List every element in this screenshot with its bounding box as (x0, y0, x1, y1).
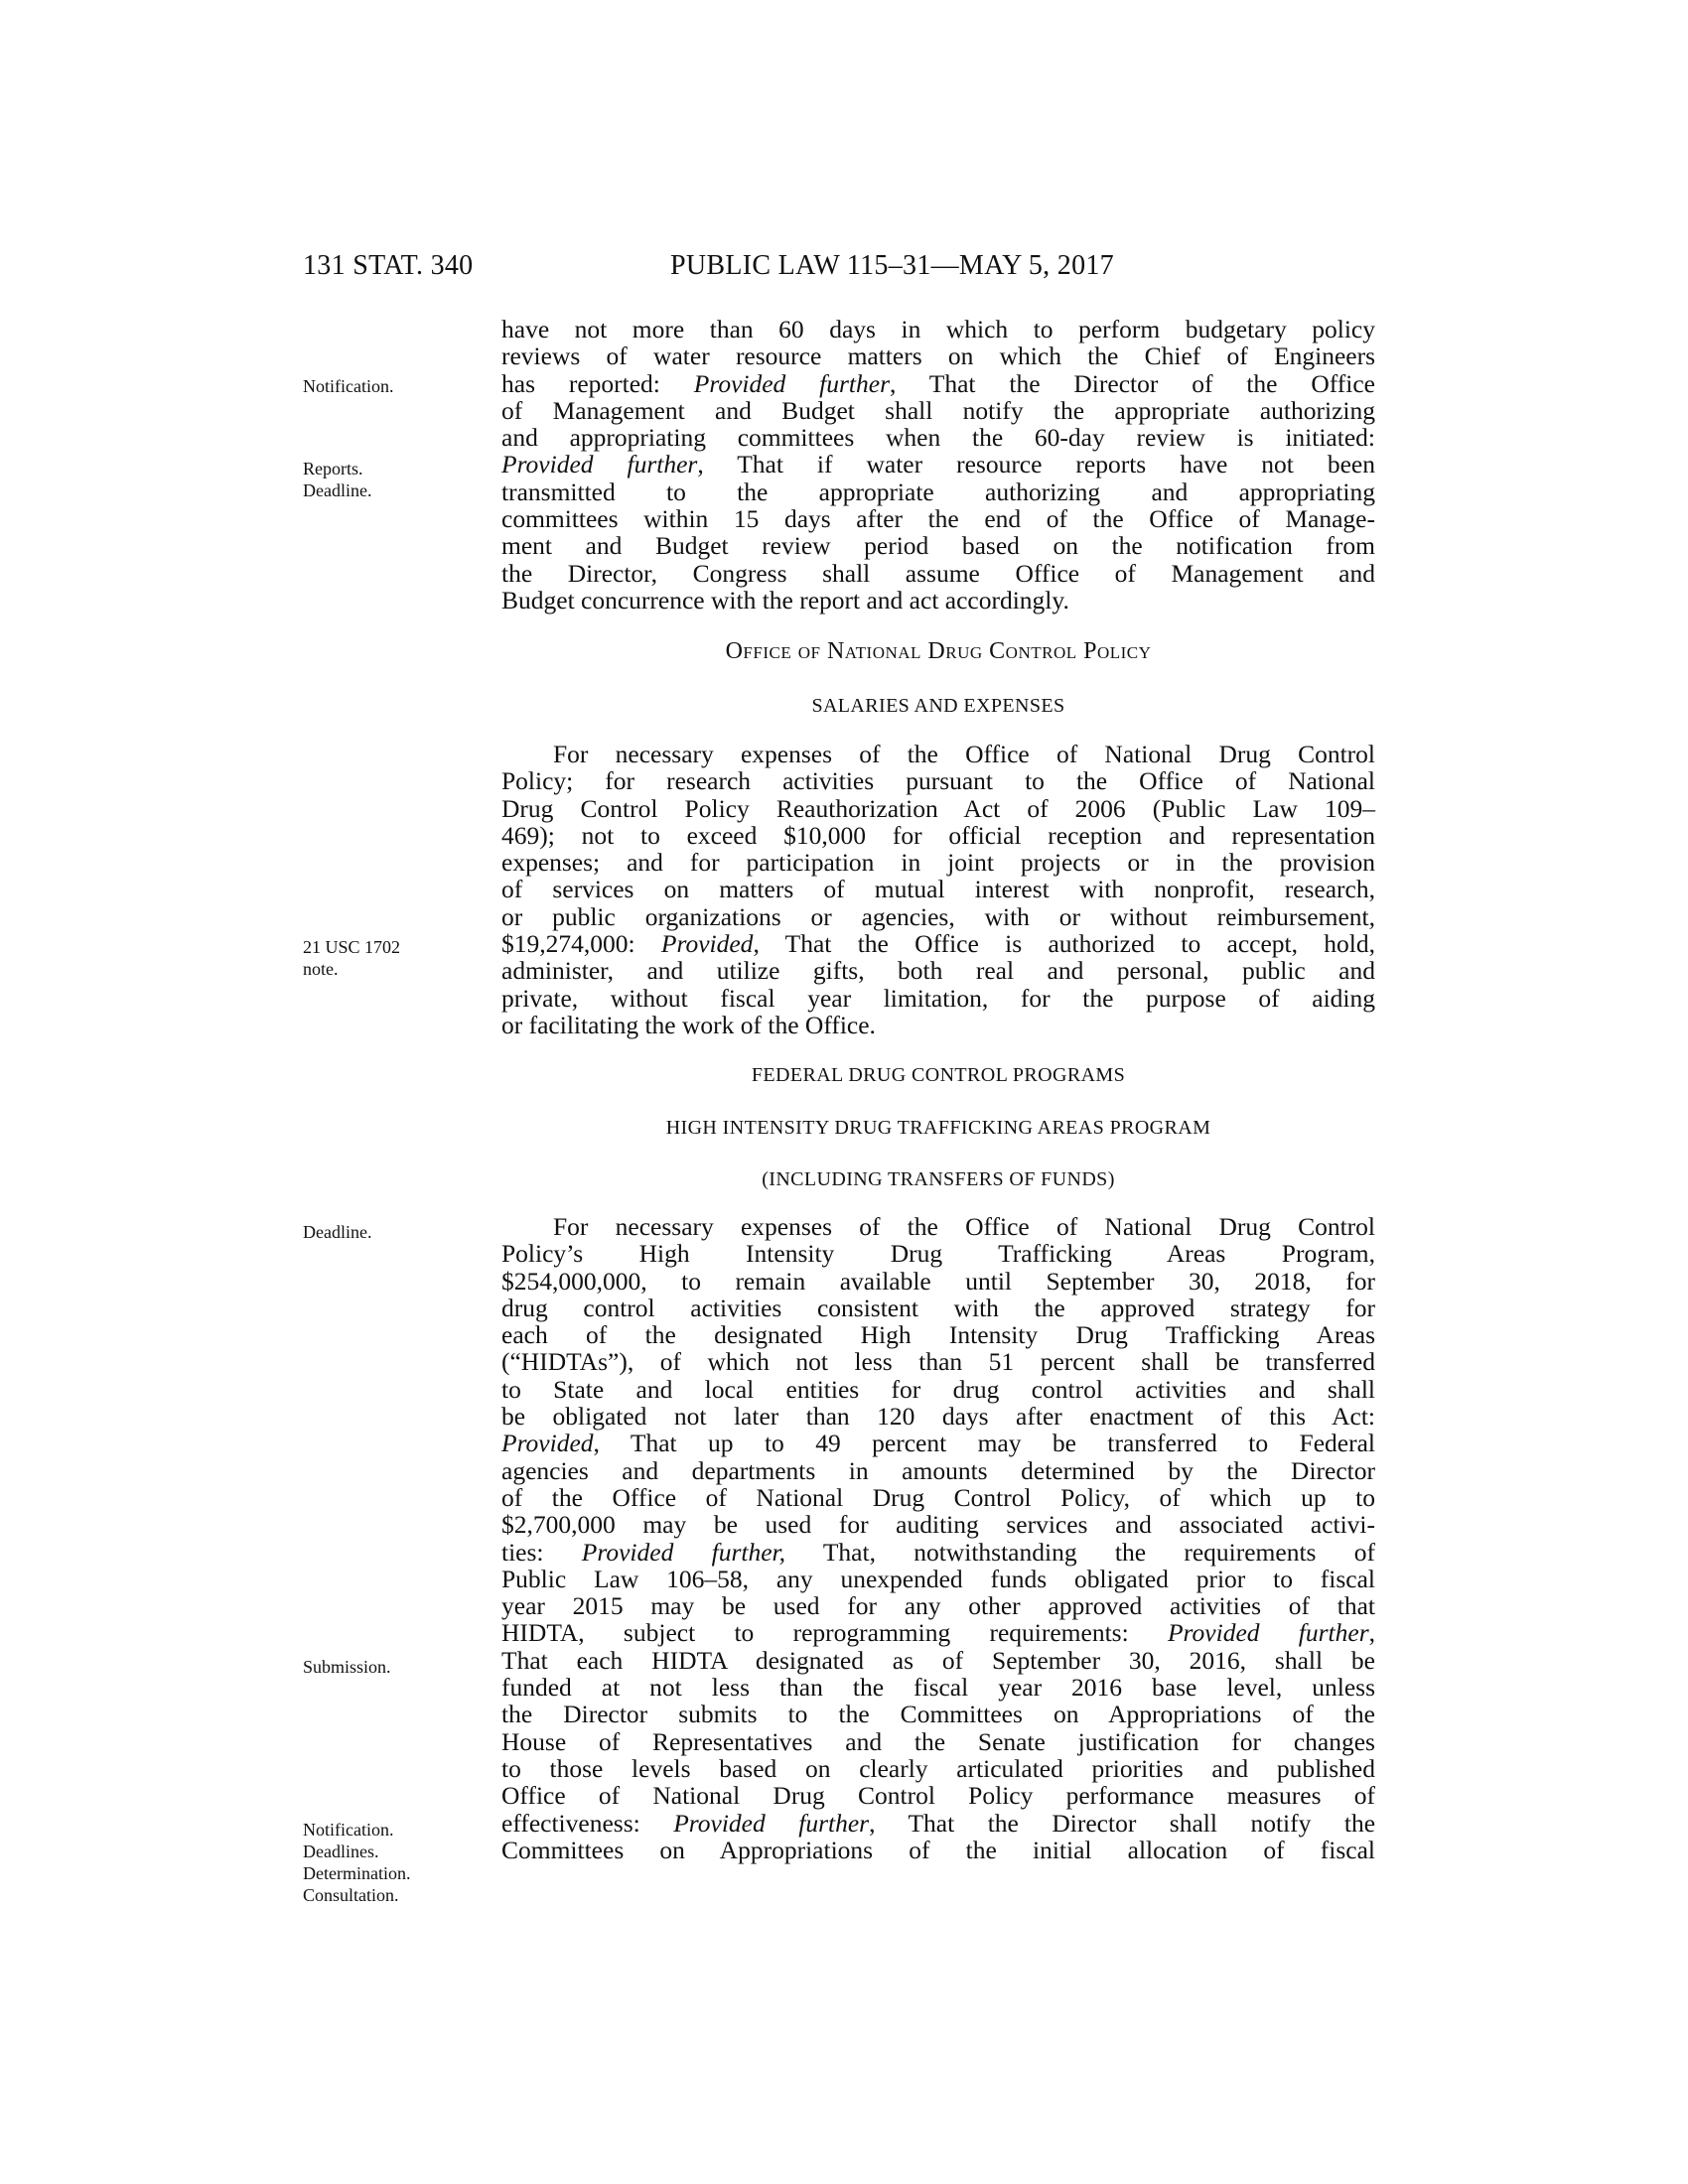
text-line: Provided further, That if water resource reports have not been (501, 450, 1375, 479)
text-line: Budget concurrence with the report and act accordingly. (501, 585, 1069, 614)
margin-note-usc (303, 936, 432, 980)
text-line: Office of National Drug Control Policy performance measures of (501, 1781, 1375, 1811)
heading-hidta-program: HIGH INTENSITY DRUG TRAFFICKING AREAS PROGRAM (665, 1117, 1211, 1139)
text-line: Policy; for research activities pursuant to the Office of National (501, 766, 1375, 796)
text-line: $2,700,000 may be used for auditing services and associated activi- (501, 1510, 1375, 1540)
margin-note-consultation: Consultation. (303, 1885, 399, 1905)
text-line: Policy’s High Intensity Drug Trafficking Areas Program, (501, 1239, 1375, 1269)
text-line: has reported: Provided further, That the Director of the Office (501, 368, 1376, 398)
text-line: effectiveness: Provided further, That the Director shall notify the (501, 1808, 1376, 1838)
text-line: to those levels based on clearly articulated priorities and published (501, 1753, 1375, 1783)
text-line: drug control activities consistent with the approved strategy for (501, 1293, 1375, 1322)
text-line: year 2015 may be used for any other approved activities of that (501, 1591, 1375, 1621)
heading-ondcp: Office of National Drug Control Policy (725, 638, 1152, 664)
text-line: agencies and departments in amounts determined by the Director (501, 1455, 1375, 1485)
paragraph-water-resources (501, 316, 1375, 614)
text-line: the Director, Congress shall assume Office of Management and (501, 558, 1375, 588)
text-line: That each HIDTA designated as of September 30, 2016, shall be (501, 1645, 1375, 1675)
text-line: Provided, That up to 49 percent may be transferred to Federal (501, 1429, 1375, 1458)
text-line: $254,000,000, to remain available until September 30, 2018, for (501, 1266, 1375, 1296)
stat-citation: 131 STAT. 340 (303, 250, 474, 281)
margin-note-submission: Submission. (303, 1657, 391, 1677)
text-line: and appropriating committees when the 60-day review is initiated: (501, 423, 1375, 453)
margin-note-notification-2: Notification. (303, 1820, 394, 1840)
text-line: Committees on Appropriations of the initial allocation of fiscal (501, 1835, 1375, 1864)
text-line: For necessary expenses of the Office of National Drug Control (553, 1212, 1375, 1241)
text-line: of the Office of National Drug Control Policy, of which up to (501, 1482, 1375, 1512)
text-line: For necessary expenses of the Office of National Drug Control (553, 740, 1375, 768)
text-line: of Management and Budget shall notify the appropriate authorizing (501, 395, 1375, 425)
text-line: funded at not less than the fiscal year 2016 base level, unless (501, 1673, 1375, 1703)
running-head (303, 250, 1375, 290)
text-line: each of the designated High Intensity Drug Trafficking Areas (501, 1320, 1375, 1350)
text-line: ties: Provided further, That, notwithstanding the requirements of (501, 1537, 1375, 1567)
text-line: of services on matters of mutual interest with nonprofit, research, (501, 875, 1375, 904)
text-line: 469); not to exceed $10,000 for official reception and representation (501, 820, 1375, 850)
heading-transfers: (INCLUDING TRANSFERS OF FUNDS) (762, 1168, 1115, 1190)
paragraph-hidta (501, 1213, 1375, 1863)
text-line: or public organizations or agencies, with or without reimbursement, (501, 901, 1375, 931)
text-line: reviews of water resource matters on which the Chief of Engineers (501, 341, 1375, 371)
margin-note-determination: Determination. (303, 1863, 411, 1883)
text-line: private, without fiscal year limitation, for the purpose of aiding (501, 983, 1375, 1013)
margin-note-deadline-2: Deadline. (303, 1222, 372, 1242)
text-line: (“HIDTAs”), of which not less than 51 percent shall be transferred (501, 1347, 1375, 1377)
paragraph-salaries (501, 741, 1375, 1038)
text-line: committees within 15 days after the end of the Office of Manage- (501, 504, 1375, 534)
margin-note-group (303, 1819, 432, 1906)
margin-note-usc-note: note. (303, 959, 339, 979)
text-line: House of Representatives and the Senate justification for changes (501, 1726, 1375, 1756)
margin-note-reports (303, 458, 432, 501)
text-line: be obligated not later than 120 days after enactment of this Act: (501, 1402, 1375, 1432)
text-line: expenses; and for participation in joint projects or in the provision (501, 848, 1375, 878)
text-line: Drug Control Policy Reauthorization Act of 2006 (Public Law 109– (501, 793, 1375, 823)
text-line: the Director submits to the Committees on Appropriations of the (501, 1700, 1375, 1729)
margin-note-reports-label: Reports. (303, 459, 363, 478)
text-line: administer, and utilize gifts, both real and personal, public and (501, 956, 1375, 986)
text-line: $19,274,000: Provided, That the Office is authorized to accept, hold, (501, 929, 1376, 959)
text-line: have not more than 60 days in which to perform budgetary policy (501, 315, 1375, 343)
text-line: or facilitating the work of the Office. (501, 1010, 876, 1039)
law-title: PUBLIC LAW 115–31—MAY 5, 2017 (670, 250, 1114, 281)
text-line: Public Law 106–58, any unexpended funds obligated prior to fiscal (501, 1564, 1375, 1593)
margin-note-usc-citation: 21 USC 1702 (303, 937, 401, 957)
margin-note-deadline: Deadline. (303, 480, 372, 500)
text-line: HIDTA, subject to reprogramming requirements: Provided further, (501, 1618, 1376, 1648)
margin-note-deadlines: Deadlines. (303, 1842, 379, 1861)
heading-salaries-expenses: SALARIES AND EXPENSES (811, 695, 1065, 717)
heading-federal-programs: FEDERAL DRUG CONTROL PROGRAMS (751, 1064, 1126, 1086)
text-line: transmitted to the appropriate authorizing and appropriating (501, 477, 1375, 506)
margin-note-notification: Notification. (303, 376, 394, 396)
text-line: to State and local entities for drug control activities and shall (501, 1374, 1375, 1404)
text-line: ment and Budget review period based on the notification from (501, 531, 1375, 561)
